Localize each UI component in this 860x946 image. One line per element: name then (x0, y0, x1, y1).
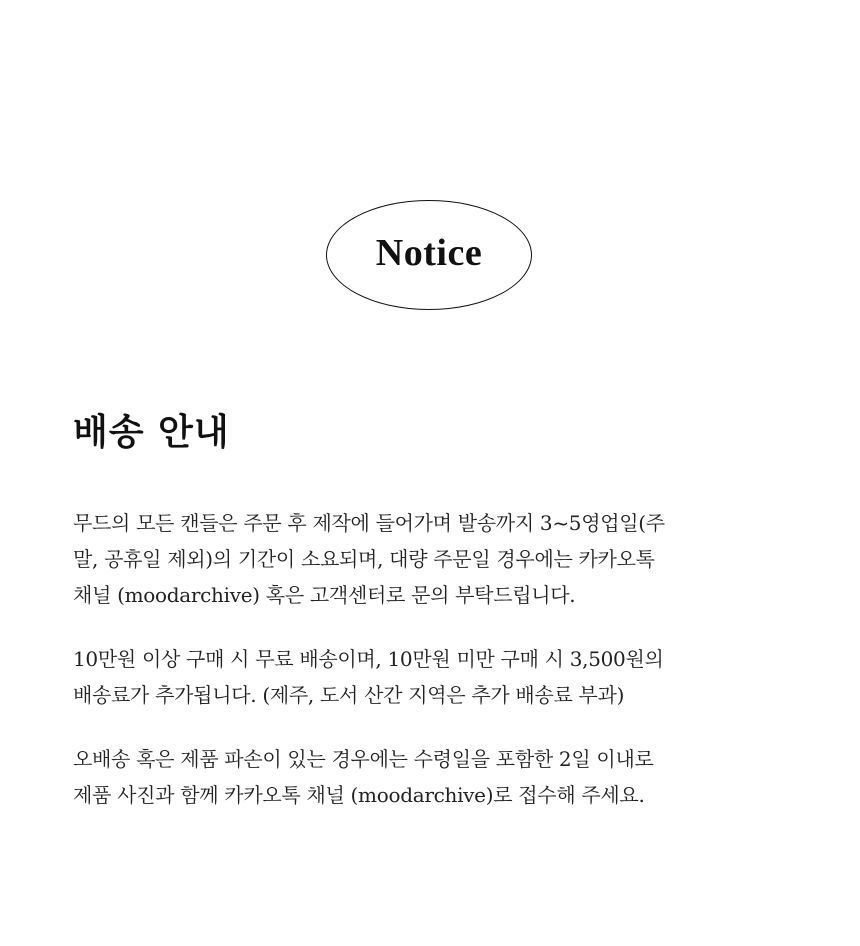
paragraph-damage-policy (73, 741, 793, 813)
text-line: 제품 사진과 함께 카카오톡 채널 (moodarchive)로 접수해 주세요. (73, 783, 645, 807)
text-line: 10만원 이상 구매 시 무료 배송이며, 10만원 미만 구매 시 3,500원의 (73, 647, 664, 671)
text-line: 배송료가 추가됩니다. (제주, 도서 산간 지역은 추가 배송료 부과) (73, 683, 625, 707)
text-line: 무드의 모든 캔들은 주문 후 제작에 들어가며 발송까지 3~5영업일(주 (73, 511, 665, 535)
notice-label: Notice (375, 232, 483, 274)
shipping-info-body (73, 505, 793, 841)
paragraph-production-time (73, 505, 793, 613)
section-title: 배송 안내 (73, 412, 230, 453)
notice-badge (326, 200, 532, 310)
text-line: 채널 (moodarchive) 혹은 고객센터로 문의 부탁드립니다. (73, 583, 576, 607)
text-line: 말, 공휴일 제외)의 기간이 소요되며, 대량 주문일 경우에는 카카오톡 (73, 547, 655, 571)
text-line: 오배송 혹은 제품 파손이 있는 경우에는 수령일을 포함한 2일 이내로 (73, 747, 654, 771)
paragraph-shipping-fee (73, 641, 793, 713)
